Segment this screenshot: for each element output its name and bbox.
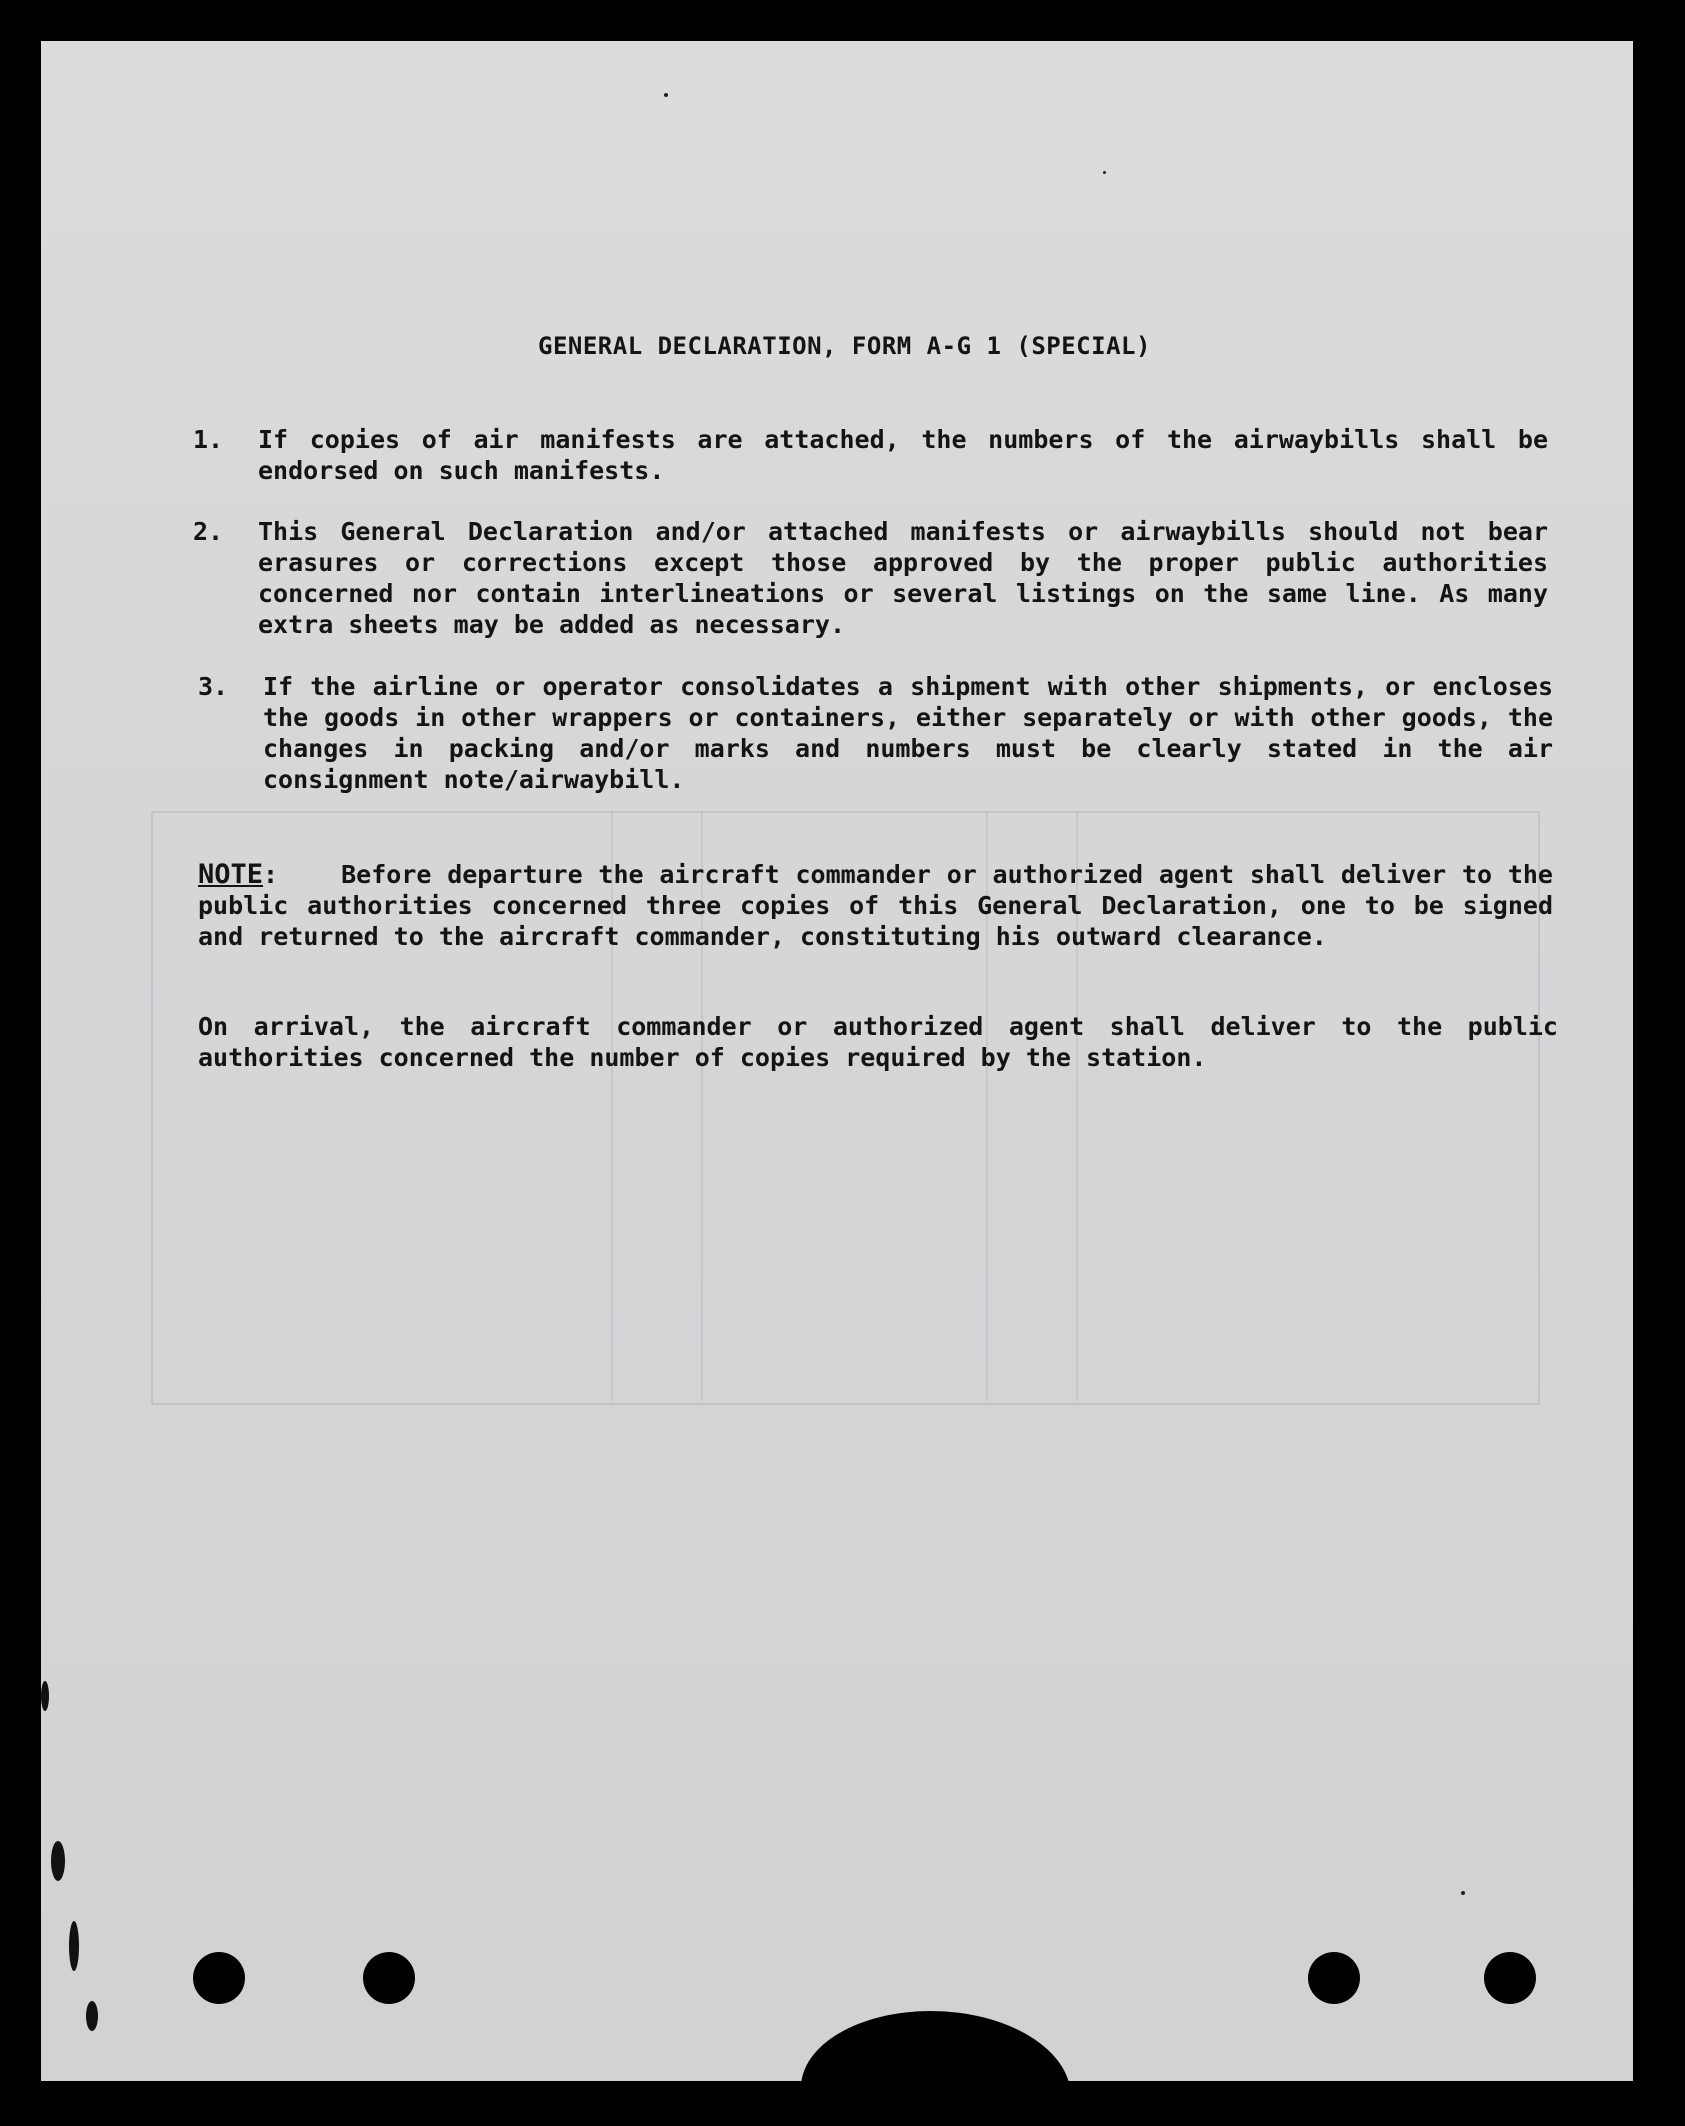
note-separator: : — [263, 860, 279, 889]
punch-hole — [1308, 1952, 1360, 2004]
punch-hole — [363, 1952, 415, 2004]
item-text: If the airline or operator consolidates a shipment with other shipments, or encloses the goods in other wrappers or containers, either separately or with other goods, the changes in packing and/or marks and numbers must be clearly stated in the air consignment note/airwaybill. — [263, 672, 1553, 794]
note-label: NOTE — [198, 859, 264, 890]
punch-hole — [1484, 1952, 1536, 2004]
arrival-paragraph: On arrival, the aircraft commander or authorized agent shall deliver to the public authorities concerned the number of copies required by the station. — [198, 1012, 1558, 1072]
note-text: Before departure the aircraft commander or authorized agent shall deliver to the public authorities concerned three copies of this General Declaration, one to be signed and returned to the aircraft commander, constituting his outward clearance. — [198, 860, 1553, 951]
item-number: 1. — [193, 425, 224, 454]
item-text: If copies of air manifests are attached, the numbers of the airwaybills shall be endorsed on such manifests. — [258, 425, 1548, 485]
torn-edge — [801, 2011, 1071, 2081]
note-paragraph — [198, 859, 1553, 952]
item-text: This General Declaration and/or attached manifests or airwaybills should not bear erasures or corrections except those approved by the proper public authorities concerned nor contain interlineations or several listings on the same line. As many extra sheets may be added as necessary. — [258, 517, 1548, 639]
item-number: 2. — [193, 517, 224, 546]
item-number: 3. — [198, 672, 229, 701]
edge-damage — [41, 1681, 49, 1711]
edge-damage — [86, 2001, 98, 2031]
punch-hole — [193, 1952, 245, 2004]
scan-speck — [664, 93, 668, 97]
edge-damage — [51, 1841, 65, 1881]
document-page — [41, 41, 1633, 2081]
scan-speck — [1103, 171, 1106, 174]
scan-speck — [1461, 1891, 1465, 1895]
document-title: GENERAL DECLARATION, FORM A-G 1 (SPECIAL) — [538, 332, 1151, 360]
edge-damage — [69, 1921, 79, 1971]
